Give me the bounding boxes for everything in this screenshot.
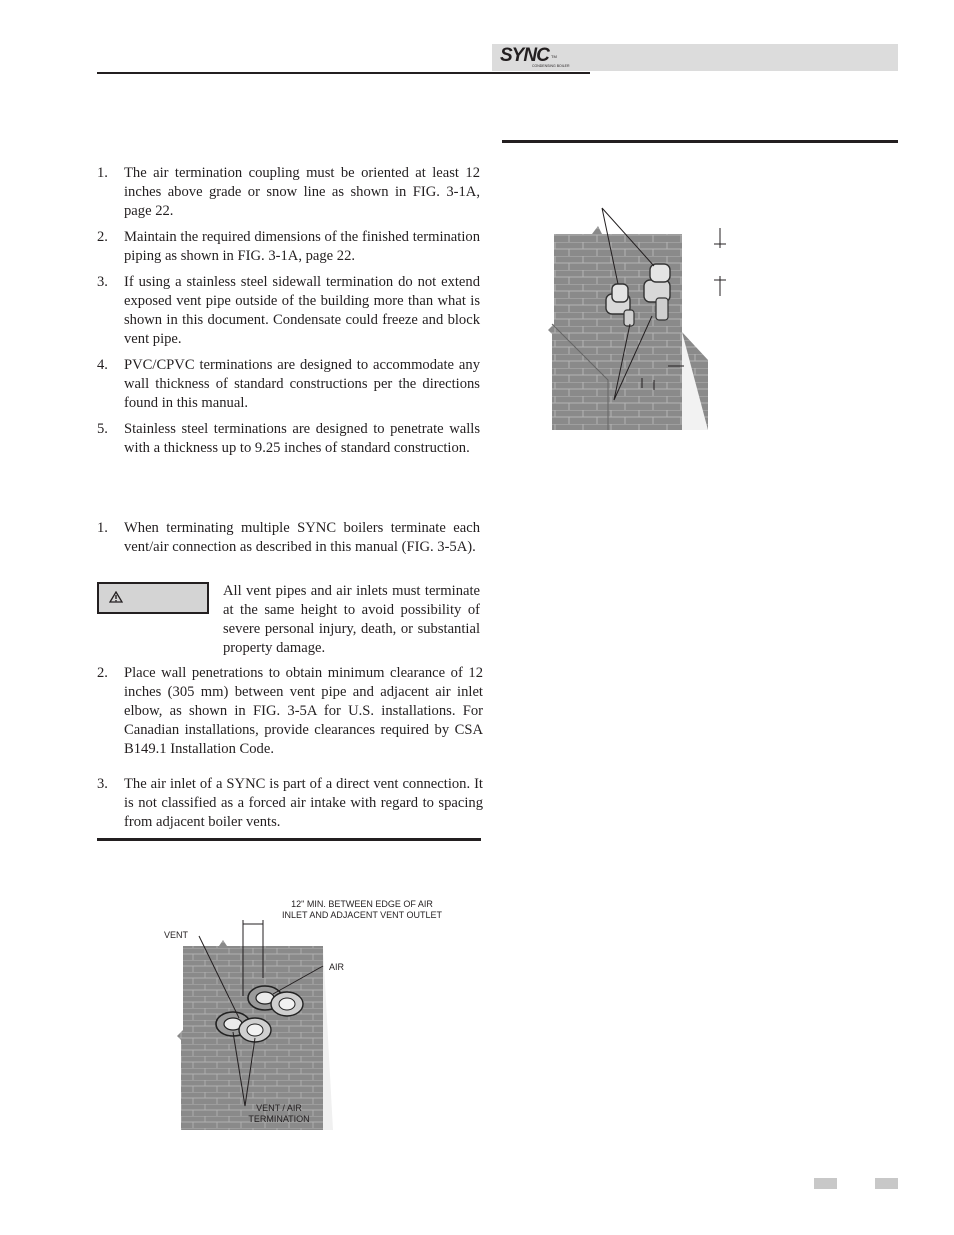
warning-text: All vent pipes and air inlets must terminate at the same height to avoid possibility of severe personal injury, death, or substantial property damage.: [223, 583, 480, 656]
air-label: AIR: [329, 962, 345, 972]
list-item: 1. The air termination coupling must be oriented at least 12 inches above grade or snow line as shown in FIG. 3-1A, page 22.: [97, 165, 480, 219]
list-item: 2. Place wall penetrations to obtain minimum clearance of 12 inches (305 mm) between vent pipe and adjacent air inlet elbow, as shown in FIG. 3-5A for U.S. installations. For Canadian installations, provide clearances required by CSA B149.1 Installation Code.: [97, 665, 483, 757]
list-item: 1. When terminating multiple SYNC boilers terminate each vent/air connection as described in this manual (FIG. 3-5A).: [97, 520, 480, 555]
logo-subtext: CONDENSING BOILER: [532, 64, 570, 68]
list-item: 2. Maintain the required dimensions of the finished termination piping as shown in FIG. 3-1A, page 22.: [97, 229, 480, 264]
warning-icon: [109, 591, 123, 603]
right-column-rule: [502, 140, 898, 143]
warning-box: [97, 582, 209, 614]
sidewall-termination-figure: [548, 200, 738, 435]
vent-label: VENT: [164, 930, 189, 940]
figure-rule: [97, 838, 481, 841]
list-item: 3. The air inlet of a SYNC is part of a direct vent connection. It is not classified as a forced air intake with regard to spacing from adjacent boiler vents.: [97, 776, 483, 830]
list-item: 5. Stainless steel terminations are designed to penetrate walls with a thickness up to 9.25 inches of standard construction.: [97, 421, 480, 456]
header-rule: [97, 72, 590, 74]
list-item: 3. If using a stainless steel sidewall termination do not extend exposed vent pipe outside of the building more than what is shown in this document. Condensate could freeze and block vent pipe.: [97, 274, 480, 347]
multiple-termination-figure: [175, 900, 340, 1132]
sync-logo: [498, 46, 588, 70]
termination-label: VENT / AIR TERMINATION: [248, 1103, 310, 1124]
termination-requirements-list: [97, 164, 480, 465]
logo-text: SYNC: [500, 45, 549, 66]
footer-box-left: [814, 1178, 837, 1189]
list-item: 4. PVC/CPVC terminations are designed to accommodate any wall thickness of standard constructions per the directions found in this manual.: [97, 357, 480, 411]
clearance-label: 12" MIN. BETWEEN EDGE OF AIR INLET AND ADJACENT VENT OUTLET: [281, 899, 443, 920]
footer-box-right: [875, 1178, 898, 1189]
multiple-boiler-list: [97, 664, 483, 839]
logo-tm: TM: [551, 54, 557, 59]
